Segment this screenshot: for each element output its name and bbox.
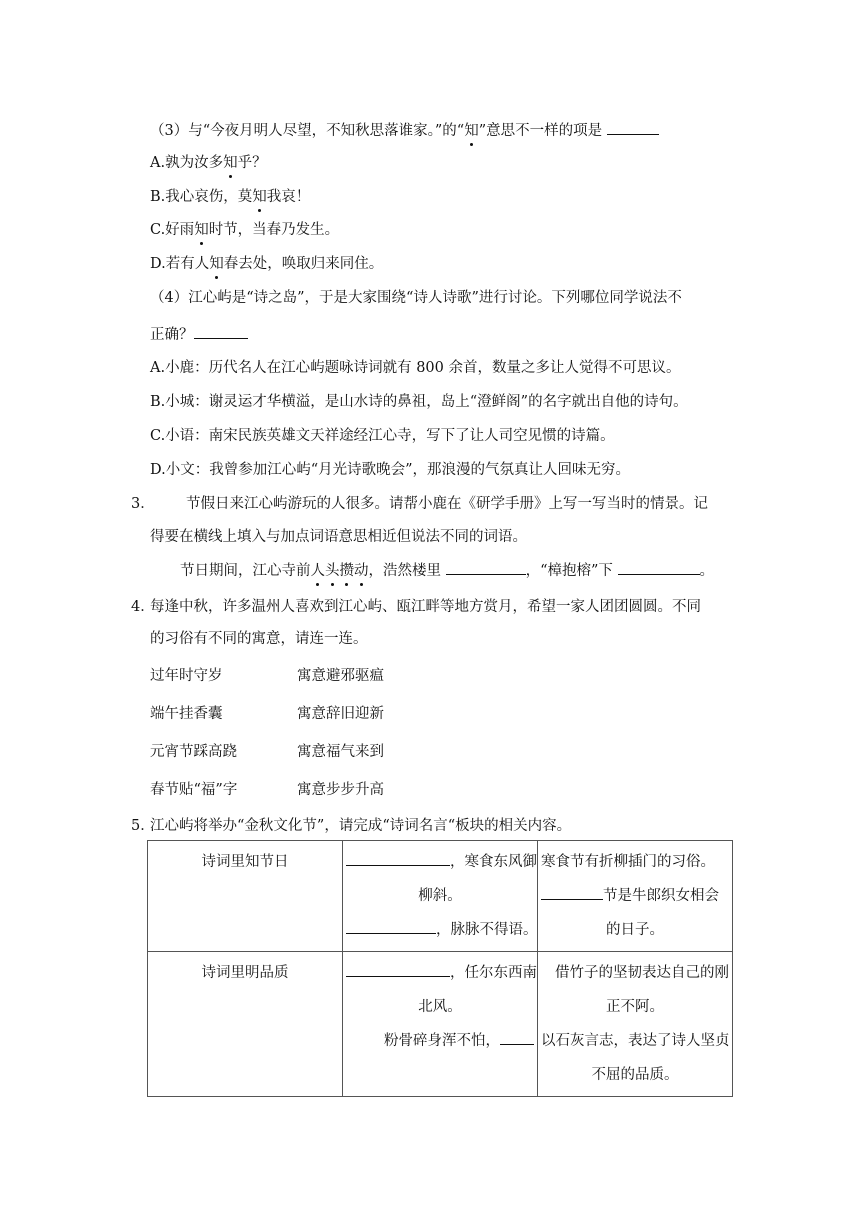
answer-blank[interactable] — [194, 324, 248, 339]
note-cell: 寒食节有折柳插门的习俗。 节是牛郎织女相会 的日子。 — [538, 841, 733, 952]
q3-option-d: D.若有人知春去处，唤取归来同住。 — [150, 256, 384, 272]
meaning-right-1[interactable]: 寓意避邪驱瘟 — [297, 668, 384, 684]
q4-option-c: C.小语：南宋民族英雄文天祥途经江心寺，写下了让人司空见惯的诗篇。 — [150, 428, 615, 444]
q4-option-b: B.小城：谢灵运才华横溢，是山水诗的鼻祖，岛上“澄鲜阁”的名字就出自他的诗句。 — [150, 394, 688, 410]
note-cell: 借竹子的坚韧表达自己的刚 正不阿。 以石灰言志，表达了诗人坚贞 不屈的品质。 — [538, 952, 733, 1097]
custom-left-2[interactable]: 端午挂香囊 — [150, 706, 223, 722]
custom-left-4[interactable]: 春节贴“福”字 — [150, 782, 238, 798]
poem-cell: ，任尔东西南 北风。 粉骨碎身浑不怕， — [343, 952, 538, 1097]
q4-stem-line1: （4）江心屿是“诗之岛”，于是大家围绕“诗人诗歌”进行讨论。下列哪位同学说法不 — [150, 290, 682, 306]
item3-line2: 得要在横线上填入与加点词语意思相近但说法不同的词语。 — [150, 529, 527, 545]
poetry-table — [147, 840, 733, 1097]
item4-number: 4． — [131, 599, 155, 615]
custom-left-1[interactable]: 过年时守岁 — [150, 668, 223, 684]
answer-blank[interactable] — [346, 851, 450, 866]
answer-blank-1[interactable] — [446, 560, 526, 575]
answer-blank-2[interactable] — [618, 560, 700, 575]
q3-stem: （3）与“今夜月明人尽望，不知秋思落谁家。”的“知”意思不一样的项是 — [150, 120, 659, 141]
item3-number: 3． — [131, 496, 155, 512]
meaning-right-4[interactable]: 寓意步步升高 — [297, 782, 384, 798]
answer-blank[interactable] — [500, 1030, 534, 1045]
q4-option-a: A.小鹿：历代名人在江心屿题咏诗词就有 800 余首，数量之多让人觉得不可思议。 — [150, 360, 681, 376]
item5-stem: 江心屿将举办“金秋文化节”，请完成“诗词名言“板块的相关内容。 — [150, 818, 572, 834]
table-row — [148, 841, 733, 952]
emphasis-dot-char: 知 — [464, 123, 479, 139]
q4-stem-line2: 正确？ — [150, 324, 248, 345]
q3-option-a: A.孰为汝多知乎？ — [150, 155, 267, 171]
table-row — [148, 952, 733, 1097]
item5-number: 5． — [131, 818, 155, 834]
answer-blank[interactable] — [607, 120, 659, 135]
answer-blank[interactable] — [541, 885, 603, 900]
poem-cell: ，寒食东风御 柳斜。 ，脉脉不得语。 — [343, 841, 538, 952]
answer-blank[interactable] — [346, 919, 436, 934]
row-label-cell: 诗词里知节日 — [148, 841, 343, 952]
row-label-cell: 诗词里明品质 — [148, 952, 343, 1097]
q3-option-b: B.我心哀伤，莫知我哀！ — [150, 189, 311, 205]
meaning-right-2[interactable]: 寓意辞旧迎新 — [297, 706, 384, 722]
custom-left-3[interactable]: 元宵节踩高跷 — [150, 744, 237, 760]
item3-line3: 节日期间，江心寺前人头攒动，浩然楼里 ，“樟抱榕”下 。 — [180, 560, 714, 581]
meaning-right-3[interactable]: 寓意福气来到 — [297, 744, 384, 760]
q3-option-c: C.好雨知时节，当春乃发生。 — [150, 222, 340, 238]
item3-line1: 节假日来江心屿游玩的人很多。请帮小鹿在《研学手册》上写一写当时的情景。记 — [186, 496, 708, 512]
item4-line2: 的习俗有不同的寓意，请连一连。 — [150, 631, 368, 647]
q4-option-d: D.小文：我曾参加江心屿“月光诗歌晚会”，那浪漫的气氛真让人回味无穷。 — [150, 462, 631, 478]
item4-line1: 每逢中秋，许多温州人喜欢到江心屿、瓯江畔等地方赏月，希望一家人团团圆圆。不同 — [150, 599, 701, 615]
answer-blank[interactable] — [346, 962, 450, 977]
